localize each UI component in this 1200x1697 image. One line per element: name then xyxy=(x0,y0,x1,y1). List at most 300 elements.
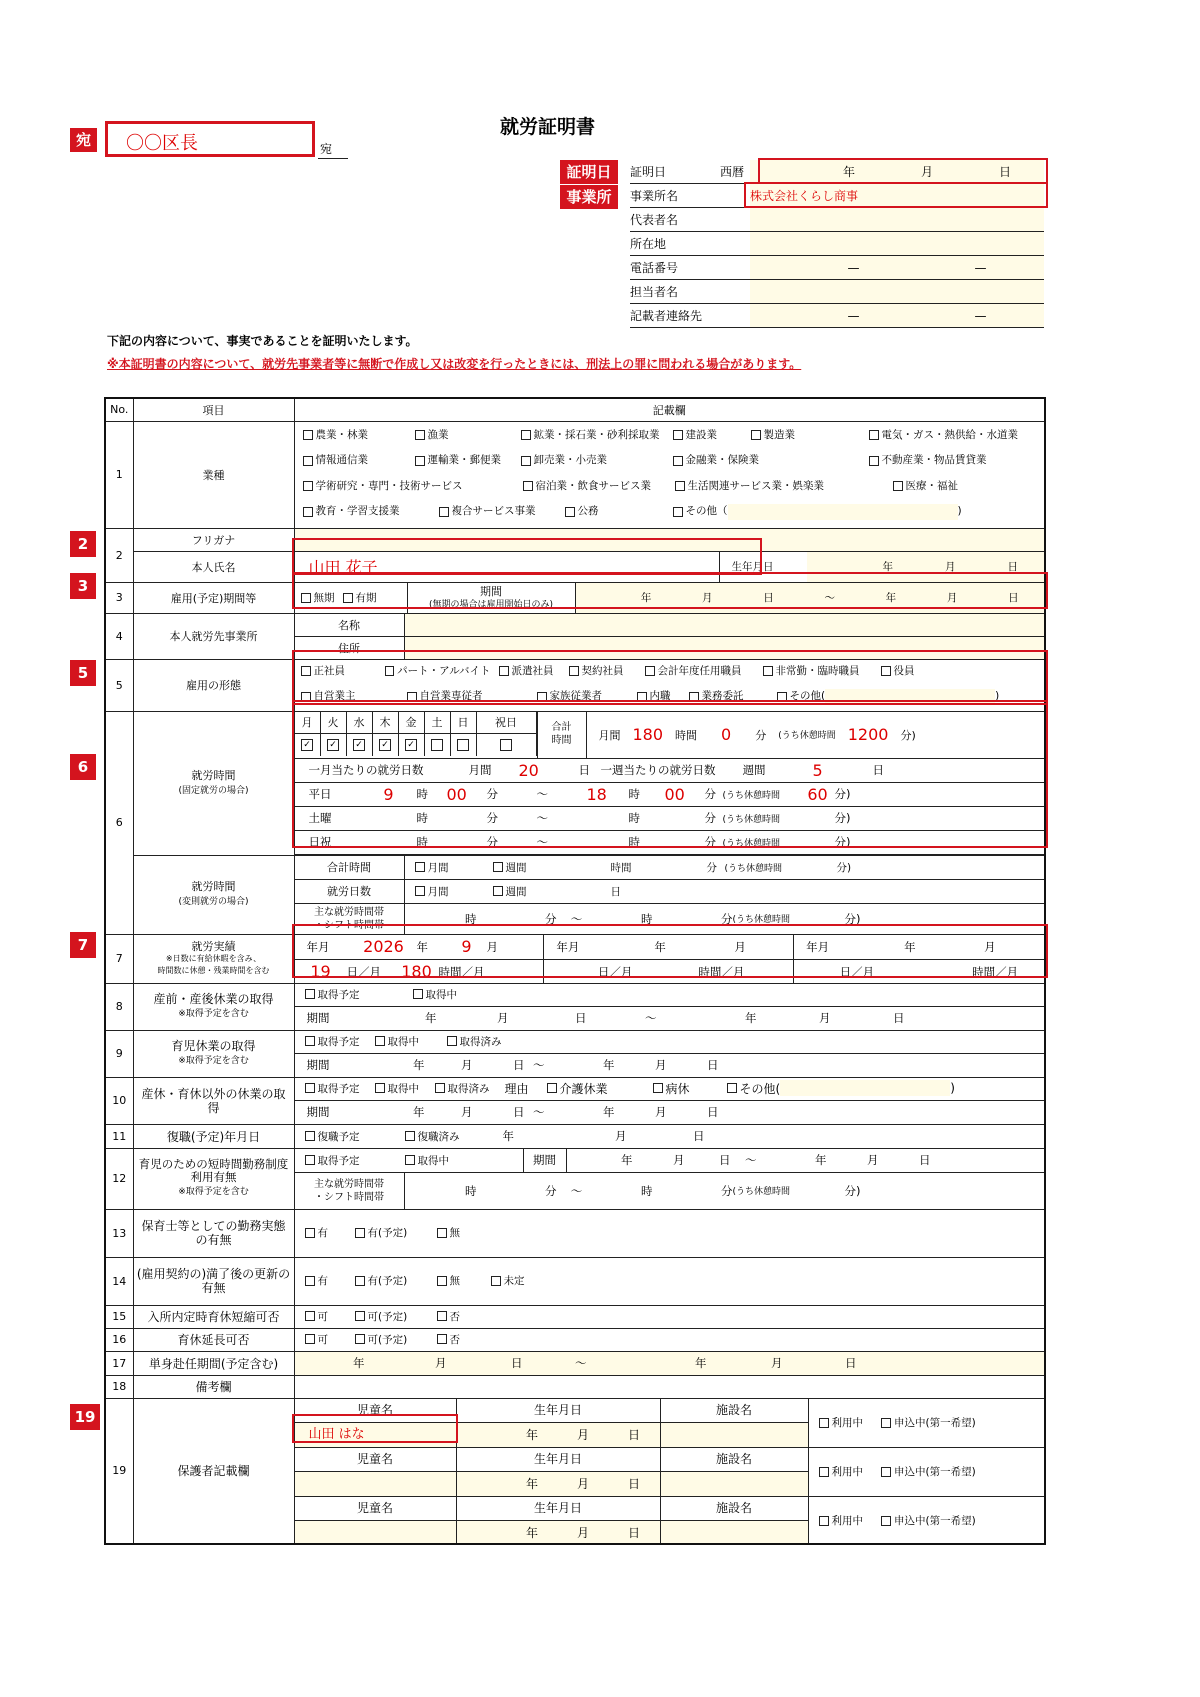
checkbox[interactable] xyxy=(303,481,313,491)
unit: 月 xyxy=(615,1129,627,1143)
phone-field[interactable] xyxy=(750,256,1044,279)
var-days-field[interactable] xyxy=(404,879,1045,903)
office-name-field[interactable] xyxy=(750,184,1044,207)
child-dob-field[interactable] xyxy=(457,1521,661,1544)
checkbox[interactable] xyxy=(777,692,787,702)
break-label: (うち休憩時間 xyxy=(722,790,781,801)
checkbox[interactable] xyxy=(305,1334,315,1344)
opt: 利用中 xyxy=(831,1417,863,1429)
unit: 時間／月 xyxy=(972,964,1019,979)
opt: 介護休業 xyxy=(559,1081,608,1096)
opt: 復職予定 xyxy=(317,1130,360,1143)
unit: 分 xyxy=(704,787,716,801)
opt: 取得予定 xyxy=(317,1035,360,1048)
checkbox[interactable] xyxy=(301,692,311,702)
unit: 月 xyxy=(576,1526,589,1540)
checkbox[interactable] xyxy=(491,1276,501,1286)
row-item: 雇用(予定)期間等 xyxy=(133,582,294,613)
remarks-field[interactable] xyxy=(294,1375,1045,1398)
checkbox[interactable] xyxy=(869,430,879,440)
facility-field[interactable] xyxy=(661,1472,809,1497)
row-extend-leave xyxy=(105,1328,1045,1351)
child-dob-label: 生年月日 xyxy=(457,1399,661,1423)
check-mark xyxy=(431,739,443,751)
address-field[interactable] xyxy=(750,232,1044,255)
unit: 分 xyxy=(721,911,733,926)
record-hours: 180 xyxy=(401,962,432,981)
row-no: 19 xyxy=(105,1398,133,1544)
checkbox[interactable] xyxy=(537,692,547,702)
unit: 月 xyxy=(984,939,996,954)
unit: 分 xyxy=(486,787,498,801)
unit: 年 xyxy=(904,939,916,954)
dob-label: 生年月日 xyxy=(731,561,774,573)
unit: 年 xyxy=(603,1058,615,1072)
weekday-header: 日 xyxy=(451,712,477,734)
unit: 分 xyxy=(721,1183,733,1198)
other-input[interactable] xyxy=(780,1080,950,1096)
checkbox[interactable] xyxy=(305,1276,315,1286)
weekday-checkbox[interactable] xyxy=(477,734,537,756)
opt: 無期 xyxy=(313,592,335,604)
checkbox[interactable] xyxy=(447,1036,457,1046)
checkbox[interactable] xyxy=(355,1311,365,1321)
checkbox[interactable] xyxy=(565,507,575,517)
workplace-address-label: 住所 xyxy=(294,636,404,659)
label: ・シフト時間帯 xyxy=(314,1191,384,1203)
row-contract-renewal xyxy=(105,1257,1045,1305)
checkbox[interactable] xyxy=(305,1131,315,1141)
note: 時間数に休憩・残業時間を含む xyxy=(157,966,270,975)
row-no: 14 xyxy=(105,1257,133,1305)
unit: 日 xyxy=(511,1356,523,1370)
weekday-checkbox[interactable] xyxy=(295,734,321,756)
row-childcare-leave xyxy=(105,1030,1045,1053)
addressee-value: 〇〇区長 xyxy=(126,133,198,154)
furigana-field[interactable] xyxy=(294,528,1045,551)
label: 主な就労時間帯 xyxy=(314,906,384,918)
opt: 取得中 xyxy=(425,988,457,1001)
unit: 時 xyxy=(628,811,640,825)
var-total-field[interactable] xyxy=(404,855,1045,879)
var-shift-field[interactable] xyxy=(404,903,1045,934)
opt: 複合サービス事業 xyxy=(451,505,536,517)
checkbox[interactable] xyxy=(751,430,761,440)
shorten-options xyxy=(294,1305,1045,1328)
opt: 取得中 xyxy=(417,1154,449,1167)
short-shift-field[interactable] xyxy=(404,1172,1045,1209)
rep-field[interactable] xyxy=(750,208,1044,231)
checkbox[interactable] xyxy=(645,666,655,676)
record-month-3[interactable] xyxy=(794,935,1044,984)
weekday-checkbox[interactable] xyxy=(347,734,373,756)
checkbox[interactable] xyxy=(303,430,313,440)
checkbox[interactable] xyxy=(819,1418,829,1428)
row-employment-type xyxy=(105,659,1045,711)
checkbox[interactable] xyxy=(405,1131,415,1141)
unit: 年 xyxy=(882,561,893,573)
tilde: 〜 xyxy=(645,1011,657,1025)
checkbox[interactable] xyxy=(881,1467,891,1477)
weekday-header: 金 xyxy=(399,712,425,734)
row-no: 6 xyxy=(105,711,133,934)
tilde: 〜 xyxy=(533,1105,545,1119)
dob-field[interactable] xyxy=(807,552,1045,582)
label: 期間 xyxy=(306,1011,330,1025)
work-record-label xyxy=(133,934,294,983)
facility-field[interactable] xyxy=(661,1423,809,1448)
short-shift-label xyxy=(294,1172,404,1209)
unit: 月 xyxy=(576,1477,589,1491)
opt: 運輸業・郵便業 xyxy=(427,454,501,466)
checkbox[interactable] xyxy=(727,1083,737,1093)
break-label: (うち休憩時間 xyxy=(732,1187,791,1197)
unit: 時 xyxy=(641,1183,653,1198)
label: 期間 xyxy=(523,1149,567,1172)
checkbox[interactable] xyxy=(305,1155,315,1165)
child-dob-field[interactable] xyxy=(457,1423,661,1448)
weekday-header: 火 xyxy=(321,712,347,734)
checkbox[interactable] xyxy=(343,593,353,603)
facility-label: 施設名 xyxy=(661,1497,809,1521)
checkbox[interactable] xyxy=(763,666,773,676)
checkbox[interactable] xyxy=(437,1228,447,1238)
unit: 月 xyxy=(486,939,498,954)
weekday-checkbox[interactable] xyxy=(373,734,399,756)
checkbox[interactable] xyxy=(673,507,683,517)
row-item: 育児のための短時間勤務制度利用有無 xyxy=(138,1157,289,1184)
industry-line xyxy=(303,449,1037,475)
paren: ) xyxy=(950,1081,955,1096)
tilde: 〜 xyxy=(570,1183,583,1198)
unit: 日 xyxy=(893,1011,905,1025)
name-field[interactable] xyxy=(294,551,719,582)
checkbox[interactable] xyxy=(435,1083,445,1093)
checkbox[interactable] xyxy=(673,430,683,440)
checkbox[interactable] xyxy=(415,430,425,440)
row-short-time xyxy=(105,1148,1045,1172)
label: ・シフト時間帯 xyxy=(314,919,384,931)
unit: 時 xyxy=(628,787,640,801)
checkbox[interactable] xyxy=(521,430,531,440)
row-no: 3 xyxy=(105,582,133,613)
childcare-period-field[interactable] xyxy=(294,1053,1045,1077)
break-label: (うち休憩時間 xyxy=(732,915,791,925)
cert-row-address xyxy=(630,232,1044,256)
record-month-2[interactable] xyxy=(544,935,794,984)
other-input[interactable] xyxy=(825,689,995,705)
unit: 日 xyxy=(575,1011,587,1025)
industry-options xyxy=(294,421,1045,528)
cert-row-contact xyxy=(630,280,1044,304)
row-no: 17 xyxy=(105,1351,133,1375)
opt: 無 xyxy=(449,1275,460,1288)
row-item-sub: ※取得予定を含む xyxy=(178,1055,249,1066)
weekly-days-value: 5 xyxy=(812,760,823,780)
month-unit: 月 xyxy=(920,165,933,179)
unit: 日 xyxy=(872,763,884,777)
opt: 建設業 xyxy=(685,428,717,441)
checkbox[interactable] xyxy=(881,666,891,676)
tilde: 〜 xyxy=(536,811,548,825)
opt: 宿泊業・飲食サービス業 xyxy=(535,479,651,492)
checkbox[interactable] xyxy=(881,1418,891,1428)
start-minute: 00 xyxy=(446,784,467,804)
short-time-label xyxy=(133,1148,294,1209)
writer-field[interactable] xyxy=(750,304,1044,327)
weekday-header: 土 xyxy=(425,712,451,734)
checkbox[interactable] xyxy=(437,1311,447,1321)
checkbox[interactable] xyxy=(355,1276,365,1286)
opt: 否 xyxy=(449,1333,460,1346)
row-item: 育休延長可否 xyxy=(133,1328,294,1351)
guardian-cell xyxy=(294,1398,1045,1544)
checkbox[interactable] xyxy=(305,989,315,999)
checkbox[interactable] xyxy=(653,1083,663,1093)
unit: 年 xyxy=(525,1526,538,1540)
tag-2: 2 xyxy=(70,531,96,557)
unit: 年 xyxy=(603,1105,615,1119)
child-dob-label: 生年月日 xyxy=(457,1448,661,1472)
unit: 日 xyxy=(707,1105,719,1119)
checkbox[interactable] xyxy=(819,1516,829,1526)
var-days-label: 就労日数 xyxy=(294,879,404,903)
unit: 分) xyxy=(834,811,851,825)
cert-date-field[interactable] xyxy=(750,160,1044,183)
checkbox[interactable] xyxy=(405,1155,415,1165)
name-label: 本人氏名 xyxy=(133,551,294,582)
nursery-options xyxy=(294,1209,1045,1257)
row-var-total xyxy=(105,855,1045,879)
row-work-days xyxy=(105,711,1045,758)
tilde: 〜 xyxy=(575,1356,587,1370)
opt: 情報通信業 xyxy=(315,454,368,466)
unit: 月 xyxy=(673,1153,685,1167)
unit: 年 xyxy=(425,1011,437,1025)
days-cell xyxy=(294,711,1045,758)
checkbox[interactable] xyxy=(375,1036,385,1046)
checkbox[interactable] xyxy=(569,666,579,676)
label: 年月 xyxy=(306,939,330,954)
checkbox[interactable] xyxy=(301,593,311,603)
other-leave-period-field[interactable] xyxy=(294,1100,1045,1124)
checkbox[interactable] xyxy=(869,456,879,466)
intro-text: 下記の内容について、事実であることを証明いたします。 xyxy=(107,334,418,348)
weekday-checkbox[interactable] xyxy=(451,734,477,756)
opt: 可(予定) xyxy=(367,1310,408,1323)
row-item: (雇用契約の)満了後の更新の有無 xyxy=(133,1257,294,1305)
break-label: (うち休憩時間 xyxy=(778,731,836,741)
checkbox[interactable] xyxy=(689,692,699,702)
opt: 内職 xyxy=(649,690,671,702)
label: 期間 xyxy=(306,1105,330,1119)
paren: ) xyxy=(957,505,962,517)
opt: その他（ xyxy=(685,505,728,517)
usage-status xyxy=(809,1448,1045,1497)
period-label: 期間 xyxy=(480,584,502,598)
opt: 可 xyxy=(317,1310,328,1323)
unit: 年 xyxy=(885,592,897,604)
checkbox[interactable] xyxy=(523,481,533,491)
row-remarks xyxy=(105,1375,1045,1398)
opt: 電気・ガス・熱供給・水道業 xyxy=(881,428,1018,441)
checkbox[interactable] xyxy=(493,886,503,896)
addressee-field[interactable] xyxy=(105,121,315,157)
checkbox[interactable] xyxy=(355,1334,365,1344)
return-date-field[interactable] xyxy=(294,1124,1045,1148)
row-no: 11 xyxy=(105,1124,133,1148)
solo-period-field[interactable] xyxy=(294,1351,1045,1375)
child-name-field[interactable] xyxy=(295,1521,457,1544)
addressee-suffix: 宛 xyxy=(320,142,333,156)
checkbox[interactable] xyxy=(893,481,903,491)
opt: 取得済み xyxy=(447,1082,490,1095)
checkbox[interactable] xyxy=(673,456,683,466)
opt: 会計年度任用職員 xyxy=(657,664,742,677)
checkbox[interactable] xyxy=(881,1516,891,1526)
child-name-label: 児童名 xyxy=(295,1448,457,1472)
child-name-field[interactable]: 山田 はな xyxy=(295,1423,457,1448)
checkbox[interactable] xyxy=(819,1467,829,1477)
weekday-checkbox[interactable] xyxy=(425,734,451,756)
unit: 年 xyxy=(353,1356,365,1370)
workplace-name-field[interactable] xyxy=(404,613,1045,636)
tag-cert-date: 証明日 xyxy=(560,160,618,184)
unit: 日 xyxy=(1007,561,1018,573)
child-name-field[interactable] xyxy=(295,1472,457,1497)
checkbox[interactable] xyxy=(415,862,425,872)
checkbox[interactable] xyxy=(437,1334,447,1344)
weekday-checkbox[interactable] xyxy=(399,734,425,756)
checkbox[interactable] xyxy=(415,886,425,896)
dash: — xyxy=(847,260,860,275)
checkbox[interactable] xyxy=(305,1228,315,1238)
child-name-label: 児童名 xyxy=(295,1497,457,1521)
warning-text: ※本証明書の内容について、就労先事業者等に無断で作成し又は改変を行ったときには、刑法上の罪に問われる場合があります。 xyxy=(107,357,802,371)
weekday-checkbox[interactable] xyxy=(321,734,347,756)
checkbox[interactable] xyxy=(439,507,449,517)
checkbox[interactable] xyxy=(407,692,417,702)
unit: 時間／月 xyxy=(698,964,745,979)
unit: 分 xyxy=(706,861,717,874)
row-item-sub: ※取得予定を含む xyxy=(178,1008,249,1019)
period-field[interactable] xyxy=(576,583,1045,613)
employment-type-options xyxy=(294,659,1045,711)
checkbox[interactable] xyxy=(375,1083,385,1093)
child-dob-field[interactable] xyxy=(457,1472,661,1497)
checkbox[interactable] xyxy=(415,456,425,466)
page-title: 就労証明書 xyxy=(500,116,596,138)
office-name-label: 事業所名 xyxy=(630,189,679,203)
opt: 漁業 xyxy=(427,428,449,441)
maternity-options xyxy=(294,983,1045,1006)
checkbox[interactable] xyxy=(413,989,423,999)
checkbox[interactable] xyxy=(547,1083,557,1093)
tilde: 〜 xyxy=(570,911,583,926)
unit: 月 xyxy=(945,561,956,573)
reason-label: 理由 xyxy=(504,1082,529,1097)
row-item: 入所内定時育休短縮可否 xyxy=(133,1305,294,1328)
checkbox[interactable] xyxy=(385,666,395,676)
opt: 生活関連サービス業・娯楽業 xyxy=(687,479,824,492)
unit: 月 xyxy=(461,1105,473,1119)
record-year: 2026 xyxy=(363,937,404,956)
unit: 月 xyxy=(655,1105,667,1119)
opt: 家族従業者 xyxy=(549,690,602,702)
opt: 有 xyxy=(317,1275,328,1288)
checkbox[interactable] xyxy=(521,456,531,466)
opt: 教育・学習支援業 xyxy=(315,505,400,517)
unit: 時 xyxy=(628,835,640,849)
phone-label: 電話番号 xyxy=(630,261,679,275)
opt: 製造業 xyxy=(763,428,795,441)
checkbox[interactable] xyxy=(355,1228,365,1238)
checkbox[interactable] xyxy=(437,1276,447,1286)
row-no: 1 xyxy=(105,421,133,528)
opt: 鉱業・採石業・砂利採取業 xyxy=(533,428,660,441)
checkbox[interactable] xyxy=(303,456,313,466)
checkbox[interactable] xyxy=(305,1311,315,1321)
industry-line xyxy=(303,500,1037,526)
facility-field[interactable] xyxy=(661,1521,809,1544)
checkbox[interactable] xyxy=(303,507,313,517)
checkbox[interactable] xyxy=(305,1083,315,1093)
weekday-header: 月 xyxy=(295,712,321,734)
checkbox[interactable] xyxy=(499,666,509,676)
opt: 取得予定 xyxy=(317,988,360,1001)
checkbox[interactable] xyxy=(305,1036,315,1046)
tilde: 〜 xyxy=(824,592,835,604)
cert-date-label: 証明日 xyxy=(630,165,667,179)
unit: 年 xyxy=(525,1428,538,1442)
unit: 日 xyxy=(610,885,621,898)
opt: 不動産業・物品賃貸業 xyxy=(881,454,987,466)
unit: 時 xyxy=(416,835,428,849)
opt: 卸売業・小売業 xyxy=(533,454,607,466)
weekly-days-label: 一週当たりの就労日数 xyxy=(600,763,716,777)
row-other-leave xyxy=(105,1077,1045,1100)
workplace-address-field[interactable] xyxy=(404,636,1045,659)
opt: 契約社員 xyxy=(581,664,624,677)
opt: 申込中(第一希望) xyxy=(894,1515,976,1527)
unit: 時間 xyxy=(610,861,632,874)
extend-options xyxy=(294,1328,1045,1351)
maternity-period-field[interactable] xyxy=(294,1006,1045,1030)
holiday-label: 日祝 xyxy=(308,835,332,849)
weekday-header: 木 xyxy=(373,712,399,734)
sat-hours-cell xyxy=(294,806,1045,830)
checkbox[interactable] xyxy=(301,666,311,676)
total-hours-field[interactable] xyxy=(587,712,1045,758)
label: 主な就労時間帯 xyxy=(314,1178,384,1190)
unit: 月 xyxy=(819,1011,831,1025)
unit: 時 xyxy=(416,811,428,825)
opt: 金融業・保険業 xyxy=(685,454,759,466)
contact-field[interactable] xyxy=(750,280,1044,303)
tag-6: 6 xyxy=(70,754,96,780)
note: ※日数に有給休暇を含み、 xyxy=(165,954,262,963)
dash: — xyxy=(974,308,987,323)
unit: 月 xyxy=(497,1011,509,1025)
checkbox[interactable] xyxy=(493,862,503,872)
checkbox[interactable] xyxy=(675,481,685,491)
checkbox[interactable] xyxy=(637,692,647,702)
weekday-label: 平日 xyxy=(308,787,332,801)
unit: 月 xyxy=(771,1356,783,1370)
other-input[interactable] xyxy=(728,504,958,520)
unit: 月 xyxy=(946,592,958,604)
record-month-1[interactable] xyxy=(295,935,545,984)
